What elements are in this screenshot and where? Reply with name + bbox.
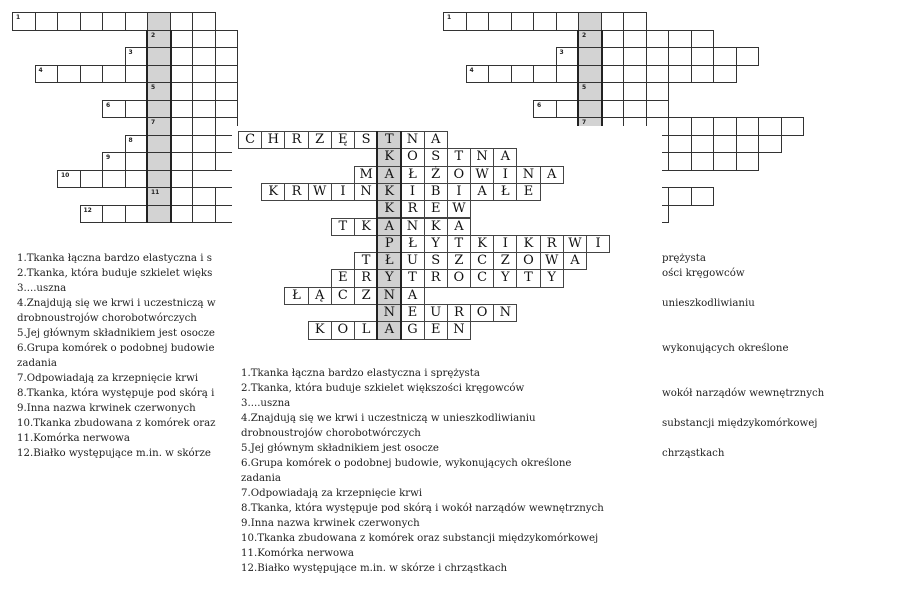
clue-line: 10.Tkanka zbudowana z komórek oraz substancji międzykomórkowej bbox=[241, 533, 599, 544]
clue-line: 2.Tkanka, która buduje szkielet więks bbox=[17, 268, 213, 279]
clue-line: zadania bbox=[241, 473, 281, 484]
clue-line: 7.Odpowiadają za krzepnięcie krwi bbox=[17, 373, 199, 384]
clue-line: zadania bbox=[17, 358, 57, 369]
clue-line: 11.Komórka nerwowa bbox=[241, 548, 354, 559]
answer-cell: K bbox=[377, 148, 401, 166]
answer-cell: I bbox=[493, 166, 517, 184]
clue-line: prężysta bbox=[662, 253, 706, 264]
answer-cell: N bbox=[377, 304, 401, 322]
answer-cell: Ę bbox=[331, 131, 355, 149]
clue-line: 7.Odpowiadają za krzepnięcie krwi bbox=[241, 488, 423, 499]
answer-cell: U bbox=[424, 304, 448, 322]
answer-cell: K bbox=[377, 200, 401, 218]
answer-cell: R bbox=[400, 200, 424, 218]
answer-cell: A bbox=[400, 287, 424, 305]
answer-cell: A bbox=[540, 166, 564, 184]
answer-cell: A bbox=[377, 218, 401, 236]
answer-cell: O bbox=[516, 252, 540, 270]
answer-cell: N bbox=[400, 218, 424, 236]
answer-cell: N bbox=[493, 304, 517, 322]
answer-cell: S bbox=[354, 131, 378, 149]
clue-line: 9.Inna nazwa krwinek czerwonych bbox=[241, 518, 420, 529]
clue-line: 12.Białko występujące m.in. w skórze i chrząstkach bbox=[241, 563, 508, 574]
clue-line: 11.Komórka nerwowa bbox=[17, 433, 130, 444]
clue-line: 6.Grupa komórek o podobnej budowie bbox=[17, 343, 215, 354]
clue-number: 4 bbox=[469, 66, 474, 74]
answer-cell: Z bbox=[493, 252, 517, 270]
clue-line: 3....uszna bbox=[241, 398, 291, 409]
clue-line: unieszkodliwianiu bbox=[662, 298, 755, 309]
clue-number: 6 bbox=[106, 101, 111, 109]
clue-number: 7 bbox=[582, 119, 587, 126]
answer-cell: G bbox=[400, 321, 424, 339]
answer-cell: C bbox=[470, 269, 494, 287]
answer-cell: Ł bbox=[400, 166, 424, 184]
answer-cell: R bbox=[424, 269, 448, 287]
clue-line: substancji międzykomórkowej bbox=[662, 418, 818, 429]
answer-cell: R bbox=[284, 183, 308, 201]
answer-cell: E bbox=[424, 200, 448, 218]
clue-number: 1 bbox=[447, 14, 452, 21]
answer-cell: O bbox=[400, 148, 424, 166]
clue-number: 4 bbox=[38, 66, 43, 74]
clue-number: 7 bbox=[151, 119, 156, 126]
clue-number: 9 bbox=[106, 154, 111, 161]
answer-cell: Z bbox=[447, 252, 471, 270]
answer-cell: O bbox=[447, 269, 471, 287]
clue-number: 5 bbox=[582, 84, 587, 91]
answer-cell: T bbox=[516, 269, 540, 287]
answer-cell: R bbox=[447, 304, 471, 322]
answer-cell: U bbox=[400, 252, 424, 270]
answer-cell: W bbox=[563, 235, 587, 253]
answer-cell: Y bbox=[377, 269, 401, 287]
answer-cell: Z bbox=[308, 131, 332, 149]
clue-line: 4.Znajdują się we krwi i uczestniczą w unieszkodliwianiu bbox=[241, 413, 536, 424]
clue-list-center bbox=[241, 366, 651, 576]
answer-cell: Ż bbox=[424, 166, 448, 184]
answer-cell: I bbox=[400, 183, 424, 201]
clue-line: 4.Znajdują się we krwi i uczestniczą w bbox=[17, 298, 216, 309]
answer-cell: I bbox=[447, 183, 471, 201]
answer-cell: N bbox=[516, 166, 540, 184]
clue-line: 1.Tkanka łączna bardzo elastyczna i sprężysta bbox=[241, 368, 480, 379]
answer-cell: Ł bbox=[400, 235, 424, 253]
answer-cell: Y bbox=[540, 269, 564, 287]
answer-cell: H bbox=[261, 131, 285, 149]
answer-cell: E bbox=[424, 321, 448, 339]
clue-line: 9.Inna nazwa krwinek czerwonych bbox=[17, 403, 196, 414]
answer-cell: A bbox=[563, 252, 587, 270]
clue-line: 5.Jej głównym składnikiem jest osocze bbox=[241, 443, 439, 454]
answer-cell: R bbox=[284, 131, 308, 149]
answer-cell: Ą bbox=[308, 287, 332, 305]
answer-cell: C bbox=[238, 131, 262, 149]
answer-cell: K bbox=[261, 183, 285, 201]
answer-cell: B bbox=[424, 183, 448, 201]
answer-cell: T bbox=[400, 269, 424, 287]
answer-cell: I bbox=[586, 235, 610, 253]
clue-number: 1 bbox=[16, 14, 21, 21]
clue-number: 2 bbox=[582, 31, 587, 39]
clue-line: wokół narządów wewnętrznych bbox=[662, 388, 825, 399]
clue-line: drobnoustrojów chorobotwórczych bbox=[241, 428, 421, 439]
clue-line: 6.Grupa komórek o podobnej budowie, wykonujących określone bbox=[241, 458, 572, 469]
clue-number: 3 bbox=[128, 49, 133, 56]
answer-cell: T bbox=[377, 131, 401, 149]
answer-cell: T bbox=[354, 252, 378, 270]
answer-cell: T bbox=[331, 218, 355, 236]
answer-cell: A bbox=[447, 218, 471, 236]
answer-cell: K bbox=[308, 321, 332, 339]
clue-line: 1.Tkanka łączna bardzo elastyczna i s bbox=[17, 253, 212, 264]
answer-cell: A bbox=[470, 183, 494, 201]
clue-line: 12.Białko występujące m.in. w skórze bbox=[17, 448, 211, 459]
answer-cell: A bbox=[493, 148, 517, 166]
clue-line: 3....uszna bbox=[17, 283, 67, 294]
answer-cell: E bbox=[331, 269, 355, 287]
answer-cell: K bbox=[470, 235, 494, 253]
answer-cell: M bbox=[354, 166, 378, 184]
clue-line: ości kręgowców bbox=[662, 268, 745, 279]
answer-cell: O bbox=[470, 304, 494, 322]
answer-cell: Ł bbox=[284, 287, 308, 305]
answer-cell: E bbox=[400, 304, 424, 322]
clue-line: 5.Jej głównym składnikiem jest osocze bbox=[17, 328, 215, 339]
answer-cell: W bbox=[540, 252, 564, 270]
answer-cell: Y bbox=[493, 269, 517, 287]
answer-cell: N bbox=[470, 148, 494, 166]
clue-line: 8.Tkanka, która występuje pod skórą i bbox=[17, 388, 215, 399]
answer-cell: O bbox=[331, 321, 355, 339]
answer-cell: T bbox=[447, 235, 471, 253]
answer-cell: I bbox=[493, 235, 517, 253]
answer-cell: Ł bbox=[493, 183, 517, 201]
clue-number: 11 bbox=[151, 189, 160, 196]
clue-number: 6 bbox=[537, 101, 542, 109]
answer-cell: A bbox=[377, 166, 401, 184]
answer-cell: S bbox=[424, 252, 448, 270]
answer-cell: W bbox=[308, 183, 332, 201]
answer-cell: A bbox=[377, 321, 401, 339]
clue-line: drobnoustrojów chorobotwórczych bbox=[17, 313, 197, 324]
clue-number: 12 bbox=[83, 206, 92, 214]
answer-cell: T bbox=[447, 148, 471, 166]
clue-number: 10 bbox=[61, 171, 70, 179]
clue-line: wykonujących określone bbox=[662, 343, 789, 354]
answer-cell: N bbox=[354, 183, 378, 201]
answer-cell: C bbox=[331, 287, 355, 305]
clue-line: 8.Tkanka, która występuje pod skórą i wokół narządów wewnętrznych bbox=[241, 503, 604, 514]
answer-cell: O bbox=[447, 166, 471, 184]
answer-cell: Ł bbox=[377, 252, 401, 270]
answer-cell: W bbox=[470, 166, 494, 184]
answer-cell: N bbox=[400, 131, 424, 149]
clue-number: 3 bbox=[559, 49, 564, 56]
clue-line: chrząstkach bbox=[662, 448, 725, 459]
answer-cell: K bbox=[424, 218, 448, 236]
clue-number: 5 bbox=[151, 84, 156, 91]
answer-cell: Z bbox=[354, 287, 378, 305]
answer-cell: K bbox=[516, 235, 540, 253]
answer-cell: S bbox=[424, 148, 448, 166]
answer-cell: N bbox=[447, 321, 471, 339]
clue-line: 2.Tkanka, która buduje szkielet większości kręgowców bbox=[241, 383, 525, 394]
clue-number: 8 bbox=[128, 136, 133, 144]
answer-cell: L bbox=[354, 321, 378, 339]
answer-cell: Y bbox=[424, 235, 448, 253]
answer-cell: A bbox=[424, 131, 448, 149]
clue-line: 10.Tkanka zbudowana z komórek oraz bbox=[17, 418, 216, 429]
answer-cell: W bbox=[447, 200, 471, 218]
answer-cell: K bbox=[377, 183, 401, 201]
answer-cell: K bbox=[354, 218, 378, 236]
answer-cell: N bbox=[377, 287, 401, 305]
answer-cell: I bbox=[331, 183, 355, 201]
answer-cell: R bbox=[354, 269, 378, 287]
answer-cell: R bbox=[540, 235, 564, 253]
clue-number: 2 bbox=[151, 31, 156, 39]
answer-cell: P bbox=[377, 235, 401, 253]
answer-cell: E bbox=[516, 183, 540, 201]
answer-cell: C bbox=[470, 252, 494, 270]
